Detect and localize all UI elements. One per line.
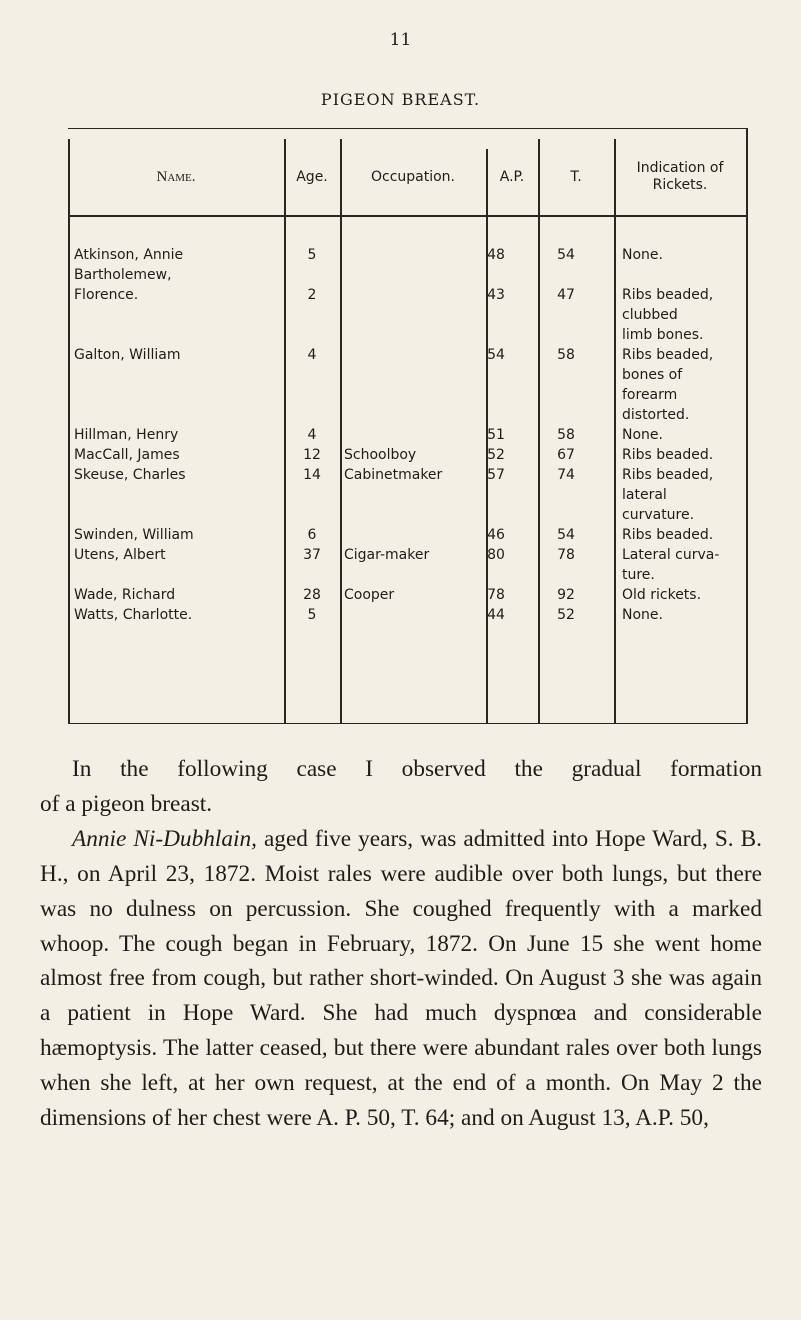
table-row <box>68 445 748 465</box>
cell-t: 52 <box>557 607 575 623</box>
cell-t: 54 <box>557 247 575 263</box>
cell-occupation: Cabinetmaker <box>344 467 443 483</box>
cell-ap: 54 <box>487 347 505 363</box>
cell-ap: 80 <box>487 547 505 563</box>
cell-ap: 48 <box>487 247 505 263</box>
cell-indication: None. <box>622 427 663 443</box>
cell-name: Swinden, William <box>74 527 194 543</box>
table-row <box>68 605 748 625</box>
cell-indication: Ribs beaded, bones of forearm distorted. <box>622 347 714 423</box>
cell-name: Hillman, Henry <box>74 427 179 443</box>
table-row-spacer <box>68 285 748 345</box>
table-body <box>68 245 748 625</box>
cell-age: 37 <box>303 547 321 563</box>
cell-ap: 43 <box>487 287 505 303</box>
cell-occupation: Cigar-maker <box>344 547 430 563</box>
cell-name: Skeuse, Charles <box>74 467 186 483</box>
cell-indication: Ribs beaded, clubbed limb bones. <box>622 287 714 343</box>
header-t: T. <box>570 168 582 185</box>
header-indication: Indication of Rickets. <box>636 160 724 193</box>
cell-indication: Ribs beaded. <box>622 447 714 463</box>
table-title: PIGEON BREAST. <box>320 90 481 109</box>
patient-name: Annie Ni-Dubhlain, <box>72 825 257 852</box>
cell-t: 92 <box>557 587 575 603</box>
cell-name: Wade, Richard <box>74 587 176 603</box>
cell-age: 28 <box>303 587 321 603</box>
cell-t: 47 <box>557 287 575 303</box>
cell-age: 4 <box>307 427 317 443</box>
cell-ap: 46 <box>487 527 505 543</box>
table-row <box>68 585 748 605</box>
cell-ap: 57 <box>487 467 505 483</box>
cell-age: 2 <box>307 287 317 303</box>
header-rule <box>68 215 748 217</box>
cell-ap: 78 <box>487 587 505 603</box>
cell-age: 5 <box>307 607 317 623</box>
header-name: Name. <box>156 168 196 185</box>
cell-t: 58 <box>557 427 575 443</box>
header-age: Age. <box>296 168 328 185</box>
cell-age: 5 <box>307 247 317 263</box>
cell-occupation: Cooper <box>344 587 395 603</box>
cell-t: 78 <box>557 547 575 563</box>
cell-t: 74 <box>557 467 575 483</box>
table-row <box>68 265 748 343</box>
table-row <box>68 345 748 425</box>
cell-name: Watts, Charlotte. <box>74 607 193 623</box>
cell-indication: Old rickets. <box>622 587 702 603</box>
cell-name: Galton, William <box>74 347 181 363</box>
cell-age: 6 <box>307 527 317 543</box>
cell-t: 67 <box>557 447 575 463</box>
cell-indication: None. <box>622 607 663 623</box>
cell-age: 12 <box>303 447 321 463</box>
header-occupation: Occupation. <box>370 168 456 185</box>
paragraph-line: In the following case I observed the gradual formation <box>72 756 762 782</box>
cell-age: 4 <box>307 347 317 363</box>
page-number: 11 <box>389 30 412 50</box>
pigeon-breast-table <box>68 128 748 724</box>
cell-name: MacCall, James <box>74 447 180 463</box>
cell-age: 14 <box>303 467 321 483</box>
cell-ap: 44 <box>487 607 505 623</box>
cell-name: Utens, Albert <box>74 547 166 563</box>
paragraph-line: of a pigeon breast. <box>40 790 213 817</box>
cell-indication: Ribs beaded, lateral curvature. <box>622 467 714 523</box>
cell-indication: Lateral curva- ture. <box>622 547 720 583</box>
cell-name: Atkinson, Annie <box>74 247 184 263</box>
cell-t: 54 <box>557 527 575 543</box>
table-row <box>68 425 748 445</box>
body-text <box>40 752 762 1136</box>
cell-name: Bartholemew, Florence. <box>74 267 172 303</box>
cell-t: 58 <box>557 347 575 363</box>
case-text: aged five years, was admitted into Hope Ward, S. B. H., on April 23, 1872. Moist rales were audible over both lungs, but there was no dulness on percussion. She coughed frequently with a marked whoop. The cough began in February, 1872. On June 15 she went home almost free from cough, but rather short-winded. On August 3 she was again a patient in Hope Ward. She had much dyspnœa and considerable hæmoptysis. The latter ceased, but there were abundant rales over both lungs when she left, at her own request, at the end of a month. On May 2 the dimensions of her chest were A. P. 50, T. 64; and on August 13, A.P. 50, <box>40 825 762 1132</box>
header-ap: A.P. <box>499 168 525 185</box>
case-paragraph <box>40 822 762 1136</box>
cell-occupation: Schoolboy <box>344 447 417 463</box>
cell-ap: 52 <box>487 447 505 463</box>
cell-ap: 51 <box>487 427 505 443</box>
cell-indication: None. <box>622 247 663 263</box>
cell-indication: Ribs beaded. <box>622 527 714 543</box>
table-row <box>68 245 748 265</box>
table-row <box>68 465 748 525</box>
table-row <box>68 545 748 585</box>
table-row <box>68 525 748 545</box>
